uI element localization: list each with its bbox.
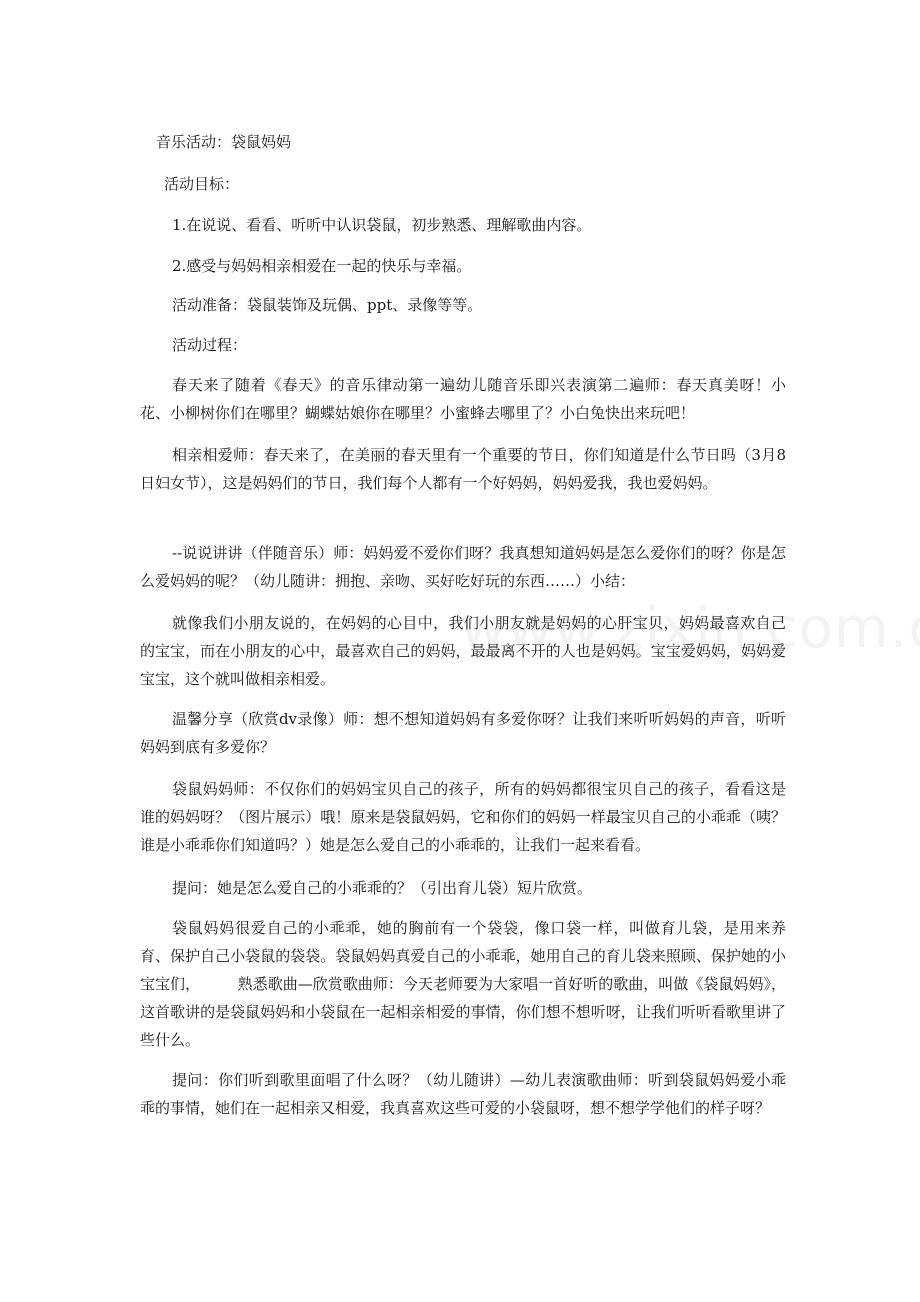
paragraph-1: 春天来了随着《春天》的音乐律动第一遍幼儿随音乐即兴表演第二遍师：春天真美呀！小花、小柳树你们在哪里？蝴蝶姑娘你在哪里？小蜜蜂去哪里了？小白兔快出来玩吧！: [140, 376, 786, 422]
paragraph-2: 相亲相爱师：春天来了，在美丽的春天里有一个重要的节日，你们知道是什么节日吗（3月8日妇女节），这是妈妈们的节日，我们每个人都有一个好妈妈，妈妈爱我，我也爱妈妈。: [140, 446, 786, 492]
paragraph-6: 袋鼠妈妈师：不仅你们的妈妈宝贝自己的孩子，所有的妈妈都很宝贝自己的孩子，看看这是谁的妈妈呀？（图片展示）哦！原来是袋鼠妈妈，它和你们的妈妈一样最宝贝自己的小乖乖（咦？谁是小乖乖你们知道吗？）她是怎么爱自己的小乖乖的，让我们一起来看看。: [140, 780, 786, 854]
goal-item-2: 2.感受与妈妈相亲相爱在一起的快乐与幸福。: [172, 257, 472, 275]
document-title: 音乐活动：袋鼠妈妈: [156, 133, 292, 151]
preparation-line: 活动准备：袋鼠装饰及玩偶、ppt、录像等等。: [172, 296, 483, 314]
paragraph-4: 就像我们小朋友说的，在妈妈的心目中，我们小朋友就是妈妈的心肝宝贝，妈妈最喜欢自己的宝宝，而在小朋友的心中，最喜欢自己的妈妈，最最离不开的人也是妈妈。宝宝爱妈妈，妈妈爱宝宝，这个就叫做相亲相爱。: [140, 614, 786, 688]
paragraph-7: 提问：她是怎么爱自己的小乖乖的？（引出育儿袋）短片欣赏。: [172, 879, 593, 897]
goal-item-1: 1.在说说、看看、听听中认识袋鼠，初步熟悉、理解歌曲内容。: [172, 216, 592, 234]
goals-heading: 活动目标：: [164, 175, 240, 193]
paragraph-3: --说说讲讲（伴随音乐）师：妈妈爱不爱你们呀？我真想知道妈妈是怎么爱你们的呀？你是怎么爱妈妈的呢？（幼儿随讲：拥抱、亲吻、买好吃好玩的东西……）小结：: [140, 544, 786, 590]
process-heading: 活动过程：: [172, 336, 248, 354]
paragraph-8: 袋鼠妈妈很爱自己的小乖乖，她的胸前有一个袋袋，像口袋一样，叫做育儿袋，是用来养育、保护自己小袋鼠的袋袋。袋鼠妈妈真爱自己的小乖乖，她用自己的育儿袋来照顾、保护她的小宝宝们， 熟悉歌曲—欣赏歌曲师：今天老师要为大家唱一首好听的歌曲，叫做《袋鼠妈妈》，这首歌讲的是袋鼠妈妈和小袋鼠在一起相亲相爱的事情，你们想不想听呀，让我们听听看歌里讲了些什么。: [140, 919, 786, 1049]
paragraph-9: 提问：你们听到歌里面唱了什么呀？（幼儿随讲）—幼儿表演歌曲师：听到袋鼠妈妈爱小乖乖的事情，她们在一起相亲又相爱，我真喜欢这些可爱的小袋鼠呀，想不想学学他们的样子呀？: [140, 1071, 786, 1117]
paragraph-5: 温馨分享（欣赏dv录像）师：想不想知道妈妈有多爱你呀？让我们来听听妈妈的声音，听听妈妈到底有多爱你？: [140, 710, 786, 756]
